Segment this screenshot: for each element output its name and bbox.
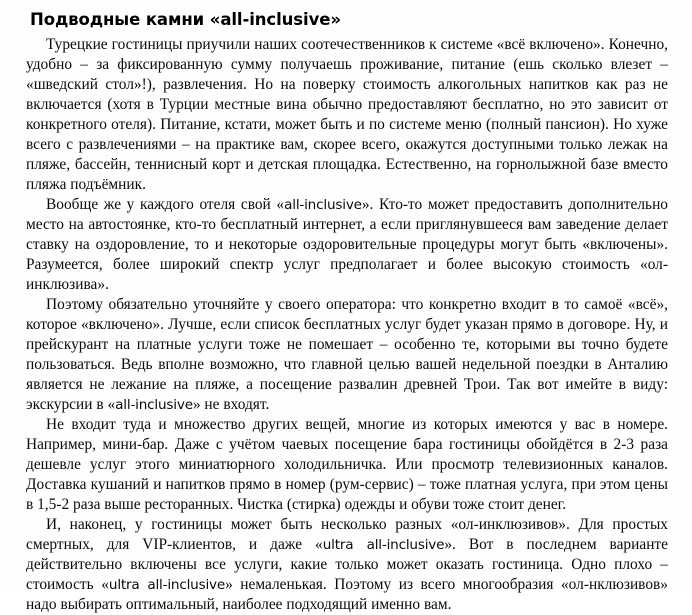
text-run: Поэтому обязательно уточняйте у своего оператора: что конкретно входит в то самоё «всё», которое «включено». Лучше, если список бесплатных услуг будет указан прямо в договоре. Ну, и прейскурант на платные услуги тоже не помешает – особенно те, которыми вы точно будете пользоваться. Ведь вполне возможно, что главной целью вашей недельной поездки в Анталию является не лежание на пляже, а посещение развалин древней Трои. Так вот имейте в виду: экскурсии в «: [26, 296, 668, 413]
document-body: [26, 35, 668, 615]
text-run: Вообще же у каждого отеля свой «: [46, 196, 285, 213]
paragraph-2: [26, 195, 668, 295]
latin-term: all-inclusive: [115, 397, 193, 413]
latin-term: ultra all-inclusive: [108, 577, 226, 593]
text-run: ». Вот в последнем варианте действительно включены все услуги, какие только может оказать гостиница. Одно плохо – стоимость «: [26, 536, 668, 593]
latin-term: ultra all-inclusive: [322, 537, 445, 553]
text-run: ». Кто-то может предоставить дополнительно место на автостоянке, кто-то бесплатный интернет, а если приглянувшееся вам заведение делает ставку на оздоровление, то и некоторые оздоровительные процедуры могут быть «включены». Разумеется, более широкий спектр услуг предполагает и более высокую стоимость «ол-инклюзива».: [26, 196, 668, 293]
text-run: » немаленькая. Поэтому из всего многообразия «ол-нклюзивов» надо выбирать оптимальный, наиболее подходящий именно вам.: [26, 576, 668, 613]
latin-term: all-inclusive: [284, 197, 362, 213]
paragraph-5: [26, 515, 668, 615]
page-title: Подводные камни «all-inclusive»: [30, 10, 341, 29]
text-run: » не входят.: [192, 396, 270, 413]
paragraph-1: Турецкие гостиницы приучили наших соотечественников к системе «всё включено». Конечно, удобно – за фиксированную сумму получаешь проживание, питание (ешь сколько влезет – «шведский стол»!), развлечения. Но на поверку стоимость алкогольных напитков как раз не включается (хотя в Турции местные вина обычно предоставляют бесплатно, но это зависит от конкретного отеля). Питание, кстати, может быть и по системе меню (полный пансион). Но хуже всего с развлечениями – на практике вам, скорее всего, окажутся доступными только лежак на пляже, бассейн, теннисный корт и детская площадка. Естественно, на горнолыжной базе вместо пляжа подъёмник.: [26, 36, 668, 193]
paragraph-3: [26, 295, 668, 415]
paragraph-4: Не входит туда и множество других вещей, многие из которых имеются у вас в номере. Например, мини-бар. Даже с учётом чаевых посещение бара гостиницы обойдётся в 2-3 раза дешевле услуг этого миниатюрного холодильничка. Или просмотр телевизионных каналов. Доставка кушаний и напитков прямо в номер (рум-сервис) – тоже платная услуга, при этом цены в 1,5-2 раза выше ресторанных. Чистка (стирка) одежды и обуви тоже стоит денег.: [26, 416, 668, 513]
text-run: И, наконец, у гостиницы может быть несколько разных «ол-инклюзивов». Для простых смертных, для VIP-клиентов, и даже «: [26, 516, 668, 553]
